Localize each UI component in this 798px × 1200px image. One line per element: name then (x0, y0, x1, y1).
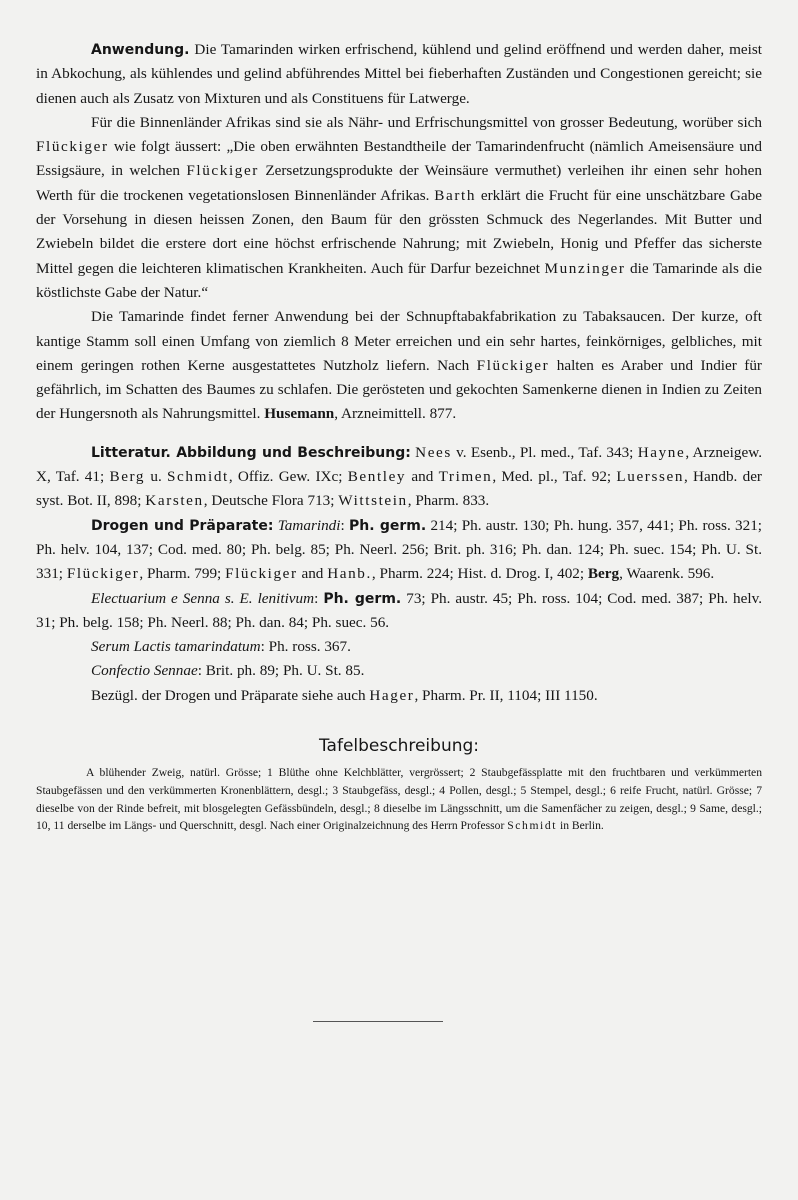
paragraph-schnupftabak: Die Tamarinde findet ferner Anwendung bei der Schnupftabakfabrikation zu Tabaksaucen. Der kurze, oft kantige Stamm soll einen Umfang von ziemlich 8 Meter erreichen und ein sehr hartes, feinkörniges, gelbliches, mit einem geringen rothen Kerne ausgestattetes Nutzholz liefern. Nach Flückiger halten es Araber und Indier für gefährlich, im Schatten des Baumes zu schlafen. Die gerösteten und gekochten Samenkerne dienen in Indien zu Zeiten der Hungersnoth als Nahrungsmittel. Husemann, Arzneimittell. 877. (36, 308, 762, 423)
paragraph-bezuegl: Bezügl. der Drogen und Präparate siehe auch Hager, Pharm. Pr. II, 1104; III 1150. (91, 686, 598, 704)
paragraph-confectio: Confectio Sennae: Brit. ph. 89; Ph. U. St. 85. (91, 662, 365, 680)
paragraph-anwendung: Anwendung. Die Tamarinden wirken erfrischend, kühlend und gelind eröffnend und werden daher, meist in Abkochung, als kühlendes und gelind abführendes Mittel bei fieberhaften Zuständen und Congestionen gereicht; sie dienen auch als Zusatz von Mixturen und als Constituens für Latwerge. (36, 41, 762, 107)
paragraph-drogen: Drogen und Präparate: Tamarindi: Ph. germ. 214; Ph. austr. 130; Ph. hung. 357, 441; Ph. ross. 321; Ph. helv. 104, 137; Cod. med. 80; Ph. belg. 85; Ph. Neerl. 256; Brit. ph. 316; Ph. dan. 124; Ph. suec. 154; Ph. U. St. 331; Flückiger, Pharm. 799; Flückiger and Hanb., Pharm. 224; Hist. d. Drog. I, 402; Berg, Waarenk. 596. (36, 516, 763, 583)
tafelbeschreibung-title: Tafelbeschreibung: (318, 736, 480, 757)
section-heading-drogen: Drogen und Präparate: (91, 517, 274, 534)
paragraph-electuarium: Electuarium e Senna s. E. lenitivum: Ph. germ. 73; Ph. austr. 45; Ph. ross. 104; Cod. med. 387; Ph. helv. 31; Ph. belg. 158; Ph. Neerl. 88; Ph. dan. 84; Ph. suec. 56. (36, 589, 763, 631)
paragraph-binnenlaender: Für die Binnenländer Afrikas sind sie als Nähr- und Erfrischungsmittel von grosser Bedeutung, worüber sich Flückiger wie folgt äussert: „Die oben erwähnten Bestandtheile der Tamarindenfrucht (nämlich Ameisensäure und Essigsäure, in welchen Flückiger Zersetzungsprodukte der Weinsäure vermuthet) verleihen ihr einen sehr hohen Werth für die trockenen vegetationslosen Binnenländer Afrikas. Barth erklärt die Frucht für eine unschätzbare Gabe der Vorsehung in diesen heissen Zonen, den Baum für den grössten Schmuck des Negerlandes. Mit Butter und Zwiebeln bildet die erstere dort eine höchst erfrischende Nahrung; mit Zwiebeln, Honig und Pfeffer das sicherste Mittel gegen die leichteren klimatischen Krankheiten. Auch für Darfur bezeichnet Munzinger die Tamarinde als die köstlichste Gabe der Natur.“ (36, 113, 763, 301)
document-page (36, 38, 762, 835)
tafelbeschreibung-text: A blühender Zweig, natürl. Grösse; 1 Blüthe ohne Kelchblätter, vergrössert; 2 Staubgefässplatte mit den fruchtbaren und verkümmerten Staubgefässen und den verkümmerten Kronenblättern, desgl.; 3 Staubgefäss, desgl.; 4 Pollen, desgl.; 5 Stempel, desgl.; 6 reife Frucht, natürl. Grösse; 7 dieselbe von der Rinde befreit, mit blosgelegten Gefässbündeln, desgl.; 8 dieselbe im Längsschnitt, um die Samenfächer zu zeigen, desgl.; 9 Same, desgl.; 10, 11 derselbe im Längs- und Querschnitt, desgl. Nach einer Originalzeichnung des Herrn Professor Schmidt in Berlin. (36, 766, 762, 833)
section-heading-litteratur: Litteratur. Abbildung und Beschreibung: (91, 444, 411, 461)
paragraph-serum: Serum Lactis tamarindatum: Ph. ross. 367. (91, 638, 351, 656)
end-rule-divider (313, 1021, 443, 1022)
section-heading-anwendung: Anwendung. (91, 42, 190, 58)
paragraph-litteratur: Litteratur. Abbildung und Beschreibung: Nees v. Esenb., Pl. med., Taf. 343; Hayne, Arzneigew. X, Taf. 41; Berg u. Schmidt, Offiz. Gew. IXc; Bentley and Trimen, Med. pl., Taf. 92; Luerssen, Handb. der syst. Bot. II, 898; Karsten, Deutsche Flora 713; Wittstein, Pharm. 833. (36, 443, 762, 510)
